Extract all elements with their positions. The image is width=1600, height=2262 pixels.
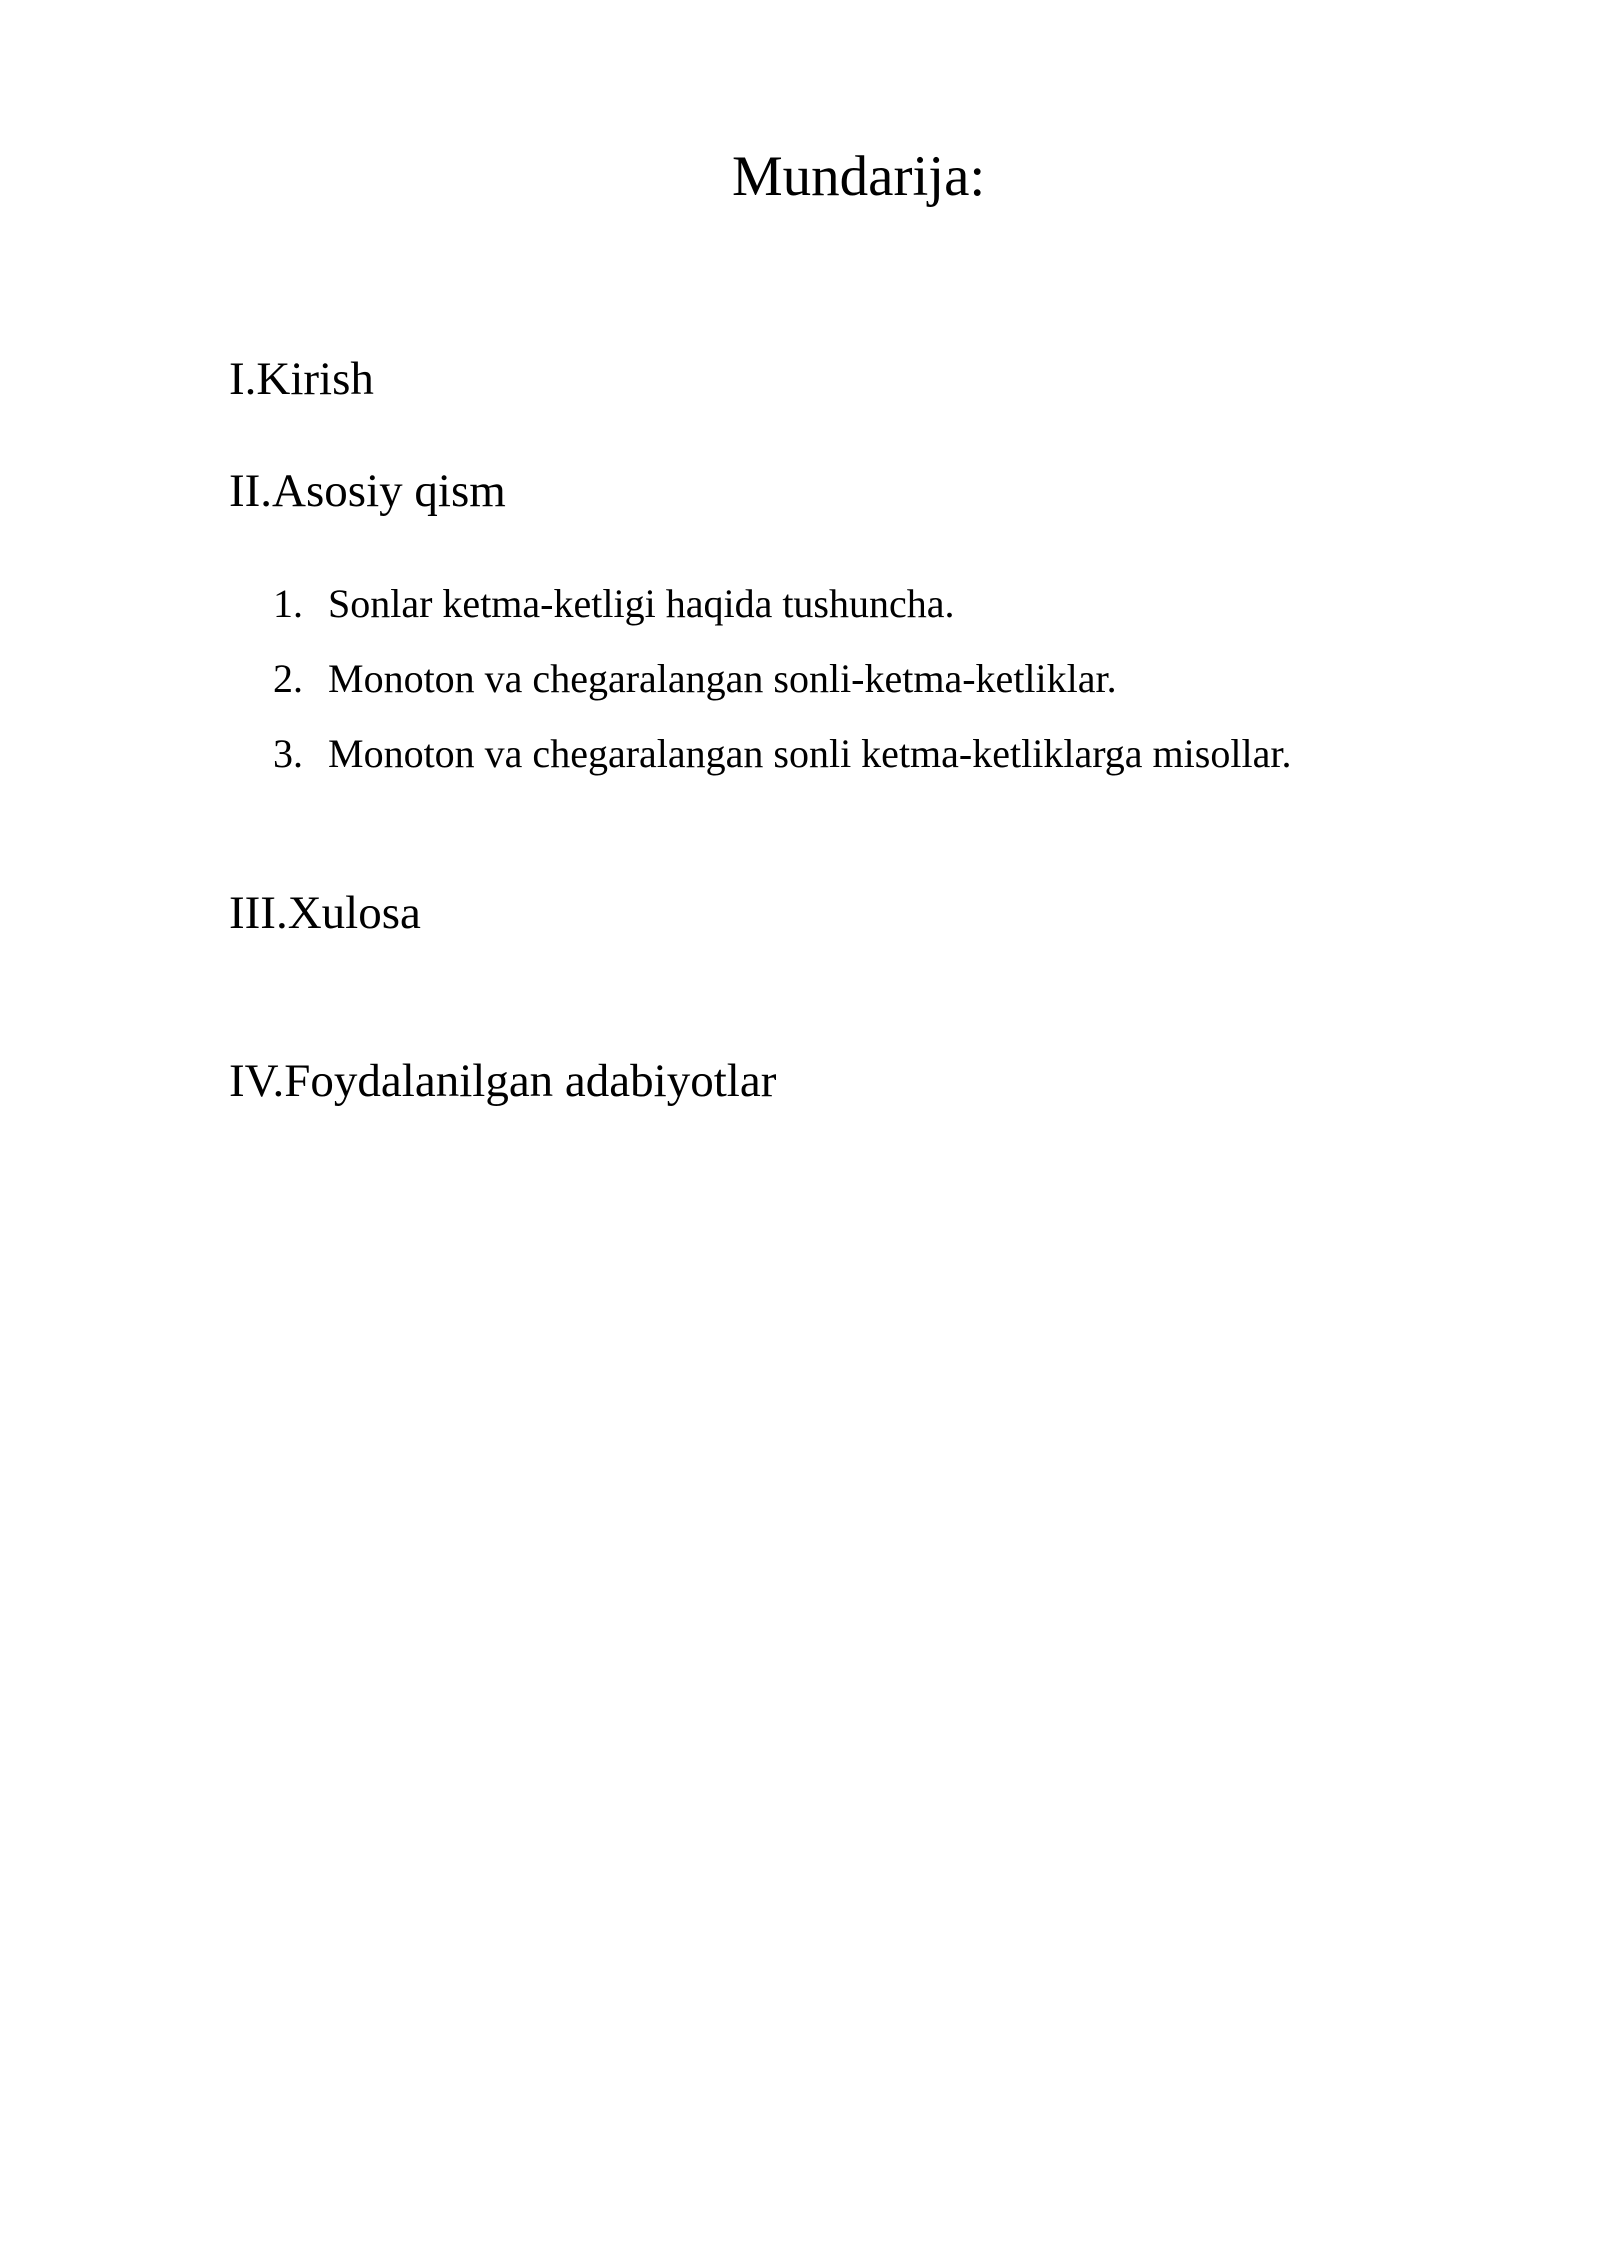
toc-subitem-text: Sonlar ketma-ketligi haqida tushuncha. (328, 581, 955, 626)
page-title: Mundarija: (732, 145, 986, 208)
toc-subitem-number: 2. (273, 656, 303, 701)
toc-subitem-text: Monoton va chegaralangan sonli-ketma-ketliklar. (328, 656, 1117, 701)
toc-section-introduction: I.Kirish (229, 353, 374, 405)
toc-section-main-part: II.Asosiy qism (229, 465, 506, 517)
toc-subitem (273, 656, 1117, 701)
toc-subitem-number: 3. (273, 731, 303, 776)
toc-section-references: IV.Foydalanilgan adabiyotlar (229, 1055, 777, 1107)
toc-subitem (273, 581, 955, 626)
toc-subitem-text: Monoton va chegaralangan sonli ketma-ketliklarga misollar. (328, 731, 1292, 776)
toc-section-conclusion: III.Xulosa (229, 887, 421, 939)
toc-subitem-number: 1. (273, 581, 303, 626)
toc-subitem (273, 731, 1292, 776)
